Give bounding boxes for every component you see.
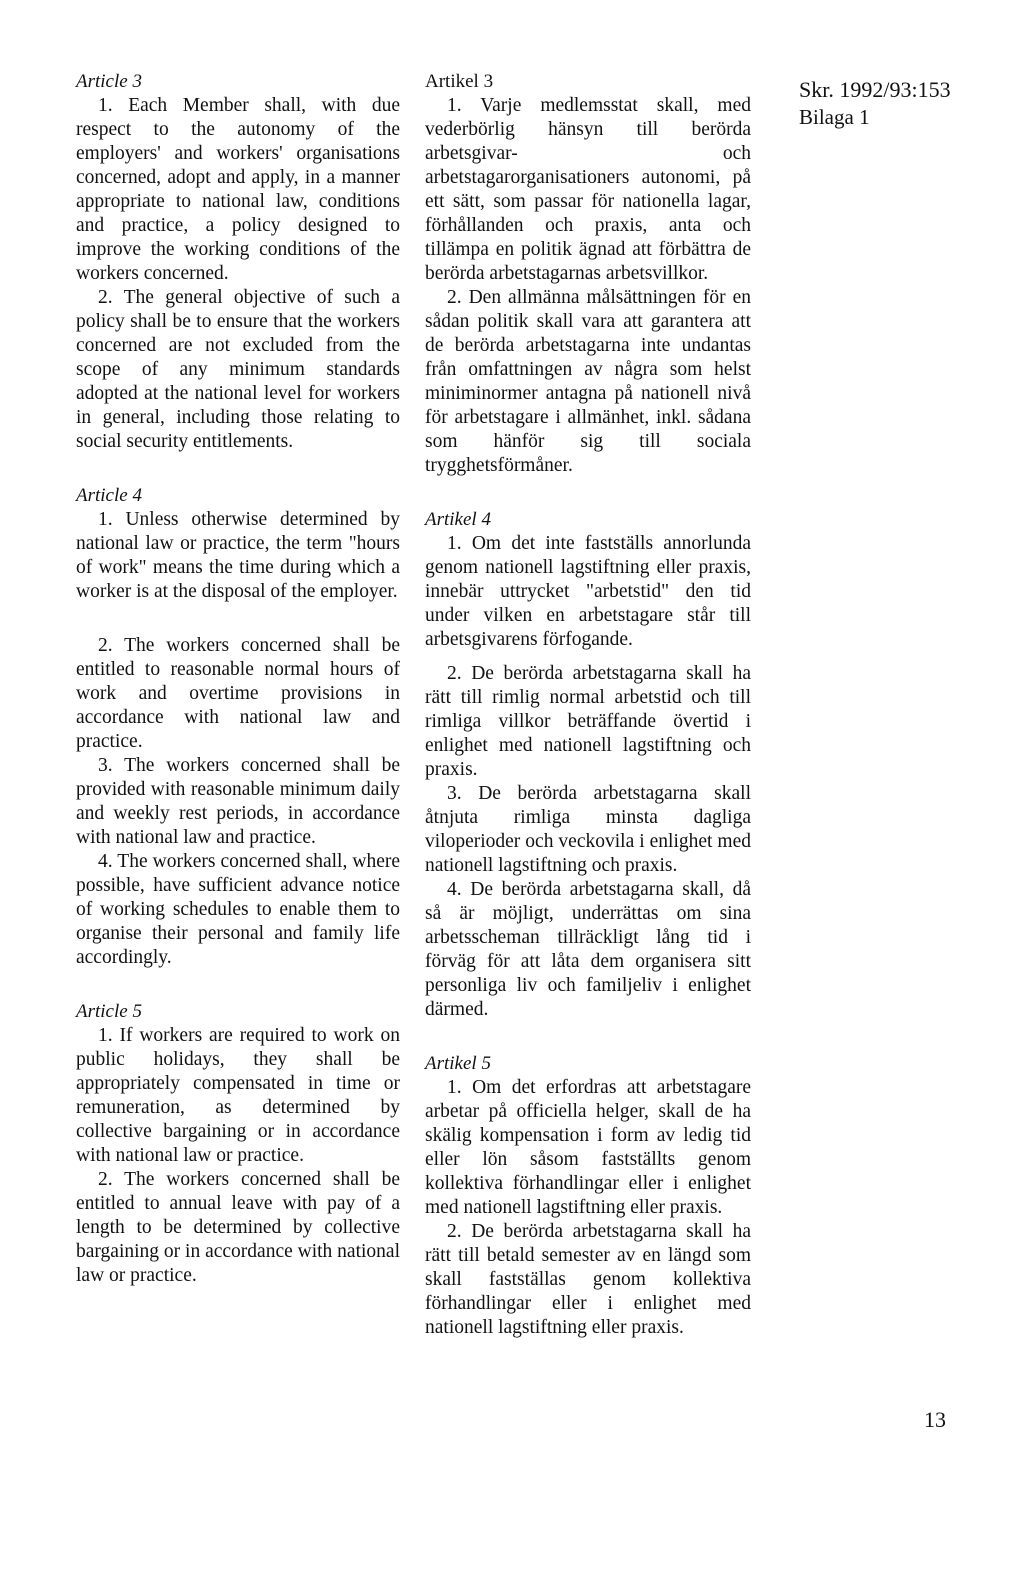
- paragraph: 3. De berörda arbetstagarna skall åtnjuta rimliga minsta dagliga viloperioder och veckovila i enlighet med nationell lagstiftning och praxis.: [425, 783, 751, 876]
- paragraph: 2. The general objective of such a policy shall be to ensure that the workers concerned are not excluded from the scope of any minimum standards adopted at the national level for workers in general, including those relating to social security entitlements.: [76, 287, 400, 452]
- article-heading: Article 4: [76, 485, 142, 506]
- paragraph: 2. De berörda arbetstagarna skall ha rätt till rimlig normal arbetstid och till rimliga villkor beträffande övertid i enlighet med nationell lagstiftning och praxis.: [425, 663, 751, 780]
- paragraph: 4. The workers concerned shall, where possible, have sufficient advance notice of working schedules to enable them to organise their personal and family life accordingly.: [76, 851, 400, 968]
- annex-label: Bilaga 1: [799, 105, 870, 129]
- paragraph: 2. The workers concerned shall be entitled to annual leave with pay of a length to be determined by collective bargaining or in accordance with national law or practice.: [76, 1169, 400, 1286]
- paragraph: 2. De berörda arbetstagarna skall ha rätt till betald semester av en längd som skall fastställas genom kollektiva förhandlingar eller i enlighet med nationell lagstiftning eller praxis.: [425, 1221, 751, 1338]
- swedish-column: [425, 70, 751, 1340]
- article-heading: Artikel 3: [425, 71, 494, 92]
- article-heading: Artikel 4: [425, 509, 491, 530]
- paragraph: 4. De berörda arbetstagarna skall, då så är möjligt, underrättas om sina arbetsscheman tillräckligt lång tid i förväg för att låta dem organisera sitt personliga liv och familjeliv i enlighet därmed.: [425, 879, 751, 1020]
- english-column: [76, 70, 400, 1288]
- article-heading: Article 3: [76, 71, 142, 92]
- paragraph: 1. Each Member shall, with due respect to the autonomy of the employers' and workers' organisations concerned, adopt and apply, in a manner appropriate to national law, conditions and practice, a policy designed to improve the working conditions of the workers concerned.: [76, 95, 400, 284]
- article-heading: Artikel 5: [425, 1053, 491, 1074]
- document-reference: Skr. 1992/93:153: [799, 77, 951, 102]
- paragraph: 2. The workers concerned shall be entitled to reasonable normal hours of work and overtime provisions in accordance with national law and practice.: [76, 635, 400, 752]
- article-heading: Article 5: [76, 1001, 142, 1022]
- paragraph: 1. Varje medlemsstat skall, med vederbörlig hänsyn till berörda arbetsgivar- och arbetstagarorganisationers autonomi, på ett sätt, som passar för nationella lagar, förhållanden och praxis, anta och tillämpa en politik ägnad att förbättra de berörda arbetstagarnas arbetsvillkor.: [425, 95, 751, 284]
- paragraph: 3. The workers concerned shall be provided with reasonable minimum daily and weekly rest periods, in accordance with national law and practice.: [76, 755, 400, 848]
- page-number: 13: [924, 1407, 946, 1432]
- paragraph: 1. Om det erfordras att arbetstagare arbetar på officiella helger, skall de ha skälig kompensation i form av ledig tid eller lön såsom fastställts genom kollektiva förhandlingar eller i enlighet med nationell lagstiftning eller praxis.: [425, 1077, 751, 1218]
- paragraph: 2. Den allmänna målsättningen för en sådan politik skall vara att garantera att de berörda arbetstagarna inte undantas från omfattningen av några som helst miniminormer antagna på nationell nivå för arbetstagare i allmänhet, inkl. sådana som hänför sig till sociala trygghetsförmåner.: [425, 287, 751, 476]
- paragraph: 1. Om det inte fastställs annorlunda genom nationell lagstiftning eller praxis, innebär uttrycket "arbetstid" den tid under vilken en arbetstagare står till arbetsgivarens förfogande.: [425, 533, 751, 650]
- paragraph: 1. If workers are required to work on public holidays, they shall be appropriately compensated in time or remuneration, as determined by collective bargaining or in accordance with national law or practice.: [76, 1025, 400, 1166]
- paragraph: 1. Unless otherwise determined by national law or practice, the term "hours of work" means the time during which a worker is at the disposal of the employer.: [76, 509, 400, 602]
